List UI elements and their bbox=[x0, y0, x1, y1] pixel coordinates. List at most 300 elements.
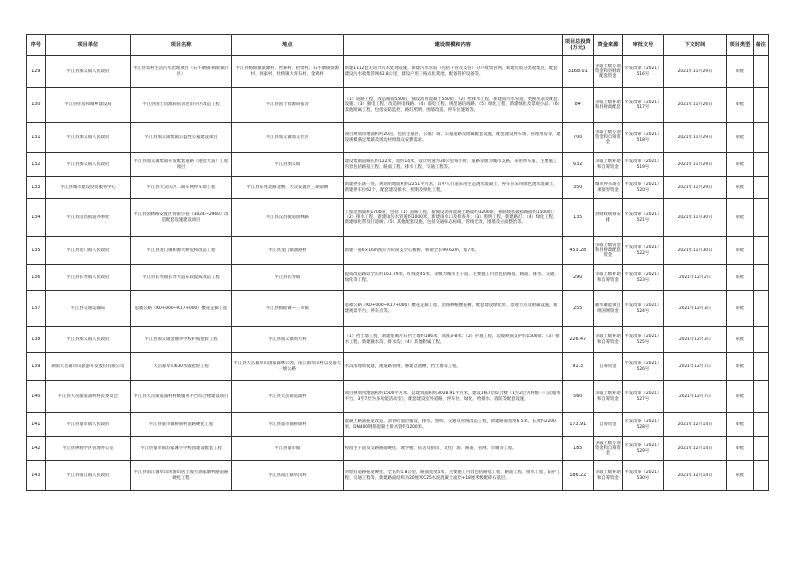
total-investment bbox=[562, 153, 593, 177]
remarks bbox=[753, 353, 768, 381]
project-unit bbox=[45, 291, 130, 327]
row-number-text: 141 bbox=[31, 421, 41, 427]
issue-date-text: 2021年12月14日 bbox=[677, 472, 713, 478]
project-location bbox=[231, 56, 343, 88]
issue-date-text: 2021年11月29日 bbox=[677, 161, 713, 167]
project-location-text: 平江县加义镇 bbox=[274, 161, 301, 167]
total-investment bbox=[562, 437, 593, 461]
project-content bbox=[343, 413, 562, 437]
total-investment-text: 255 bbox=[573, 305, 583, 311]
project-content bbox=[343, 199, 562, 237]
project-content-text: 思福公路（K0+000~K17+000）樱花走廊工程，沿线种植樱花树，配套建设绿化带、景观节点及附属设施，新建观景平台、停车点等。 bbox=[344, 303, 558, 314]
project-name bbox=[131, 88, 232, 123]
project-location-text: 平江县天岳幕阜山国家森林公园，南江镇阜山村以及南大一级公路 bbox=[233, 361, 342, 372]
project-type-text: 审批 bbox=[735, 247, 745, 253]
table-row bbox=[27, 123, 769, 153]
issue-date-text: 2021年12月14日 bbox=[677, 421, 713, 427]
project-unit-text: 平江县住房和城乡建设局 bbox=[64, 102, 112, 108]
project-content-text: 混凝土路面拓宽改造，沥青砼面层铺设，排水、照明、交通及管线改造工程，新建路面宽度6.5米，长度约2200米，DN400钢筋混凝土排水管约1200米。 bbox=[344, 419, 556, 430]
row-number-text: 140 bbox=[31, 393, 41, 399]
row-number bbox=[27, 291, 46, 327]
issue-date bbox=[663, 381, 727, 413]
project-name bbox=[131, 413, 232, 437]
project-name bbox=[131, 177, 232, 199]
project-type-text: 审批 bbox=[735, 472, 745, 478]
project-name-text: 平江县加义镇集镇开发配套道路（港沿大道）工程项目 bbox=[133, 159, 229, 170]
project-location bbox=[231, 437, 343, 461]
project-name-text: 平江县园林路安置区背街小巷（3024—2960）改造配套设施建设项目 bbox=[133, 212, 229, 223]
project-type bbox=[727, 381, 753, 413]
project-content bbox=[343, 153, 562, 177]
approval-number-text: 平发改审（2021）525号 bbox=[624, 334, 662, 345]
issue-date-text: 2021年12月3日 bbox=[678, 305, 712, 311]
project-type bbox=[727, 123, 753, 153]
approval-number bbox=[623, 327, 664, 353]
remarks bbox=[753, 437, 768, 461]
fund-source bbox=[593, 123, 623, 153]
header-cell: 备注 bbox=[753, 35, 768, 56]
table-row bbox=[27, 413, 769, 437]
approval-number-text: 平发改审（2021）517号 bbox=[624, 99, 662, 110]
project-location bbox=[231, 291, 343, 327]
project-unit-text: 平江县南江镇人民政府 bbox=[66, 472, 110, 478]
row-number-text: 137 bbox=[31, 305, 41, 311]
project-name bbox=[131, 437, 232, 461]
total-investment bbox=[562, 88, 593, 123]
approval-number bbox=[623, 437, 664, 461]
header-cell: 资金来源 bbox=[593, 35, 623, 56]
issue-date bbox=[663, 177, 727, 199]
issue-date-text: 2021年12月14日 bbox=[677, 445, 713, 451]
fund-source-text: 争取上级补助和自筹资金 bbox=[594, 272, 621, 283]
fund-source-text: 争取上级资金和县财政配套资金 bbox=[594, 242, 621, 259]
fund-source bbox=[593, 56, 623, 88]
fund-source-text: 城市停车场专项债券资金 bbox=[594, 182, 621, 193]
project-name-text: 平江县大众庆区二期车网停车场工程 bbox=[146, 184, 216, 190]
issue-date bbox=[663, 265, 727, 291]
project-name-text: 平江县长寿镇长寿大道东段提质改造工程 bbox=[142, 274, 220, 280]
row-number-text: 129 bbox=[31, 68, 41, 74]
approval-number bbox=[623, 291, 664, 327]
row-number bbox=[27, 437, 46, 461]
table-row bbox=[27, 265, 769, 291]
issue-date bbox=[663, 88, 727, 123]
project-unit bbox=[45, 88, 130, 123]
project-name bbox=[131, 327, 232, 353]
project-unit-text: 平江县加义镇人民政府 bbox=[66, 68, 110, 74]
row-number bbox=[27, 353, 46, 381]
fund-source-text: 争取上级专项资金和自筹资金 bbox=[594, 440, 621, 457]
total-investment bbox=[562, 353, 593, 381]
total-investment-text: 560 bbox=[573, 393, 583, 399]
issue-date-text: 2021年11月30日 bbox=[677, 247, 713, 253]
issue-date-text: 2021年11月30日 bbox=[677, 214, 713, 220]
project-unit bbox=[45, 461, 130, 491]
table-row bbox=[27, 461, 769, 491]
fund-source-text: 争取上级专项资金和县财政配套资金 bbox=[594, 63, 621, 80]
project-location-text: 平江县东兆北路北侧、大众安置区三期南侧 bbox=[246, 184, 329, 190]
project-unit-text: 平江县龙门镇人民政府 bbox=[66, 247, 110, 253]
project-content-text: 校园主干道及支路路面硬化、教学楼、宿舍及厨房、文化广场、路道、管网、旱厕等工程。 bbox=[344, 445, 517, 451]
project-name-text: 平江县龙门镇和源大桥危桥改造工程 bbox=[146, 247, 216, 253]
project-content bbox=[343, 437, 562, 461]
project-name bbox=[131, 237, 232, 265]
project-name-text: 平江县南江镇阜山风情山居上坡至油家塘村路道路硬化工程 bbox=[133, 470, 229, 481]
total-investment bbox=[562, 237, 593, 265]
project-location-text: 平江县梅仙镇梁源村、哲寮村、招贤村；石牛塘镇梁源村、何家村、杜桥镇大青石村、金鸡村 bbox=[235, 66, 339, 77]
remarks bbox=[753, 291, 768, 327]
table-row bbox=[27, 381, 769, 413]
row-number-text: 138 bbox=[31, 336, 41, 342]
project-type bbox=[727, 177, 753, 199]
fund-source-text: 抽水蓄能项目组国网资金 bbox=[594, 303, 621, 314]
approval-number-text: 平发改审（2021）524号 bbox=[624, 303, 662, 314]
row-number-text: 130 bbox=[31, 102, 41, 108]
approval-number bbox=[623, 56, 664, 88]
project-content bbox=[343, 177, 562, 199]
project-name bbox=[131, 461, 232, 491]
project-name-text: 平江县加义镇金丽华学校护坡抢险工程 bbox=[144, 336, 218, 342]
project-unit bbox=[45, 199, 130, 237]
project-content bbox=[343, 461, 562, 491]
project-unit-text: 平江县城市建设投资服务中心 bbox=[59, 184, 116, 190]
project-content bbox=[343, 265, 562, 291]
project-type bbox=[727, 88, 753, 123]
total-investment bbox=[562, 265, 593, 291]
approval-number bbox=[623, 123, 664, 153]
total-investment-text: 226.47 bbox=[569, 336, 587, 342]
row-number bbox=[27, 461, 46, 491]
approval-number-text: 平发改审（2021）518号 bbox=[624, 132, 662, 143]
total-investment-text: 135 bbox=[573, 214, 583, 220]
project-unit-text: 平江县加义镇人民政府 bbox=[66, 336, 110, 342]
project-content-text: （1）道路工程，改造路面550㎡，铺设沥青混凝土550㎡；（2）给排水工程，新建雨污水管道，更换水表及配套设施；（3）强电工程，改造供电线路；（4）弱电工程，规范通信线路；（5）绿化工程，新建绿化及景观小品；（6）其他附属工程，包括安防监控、路灯照明、围墙改造、停车位施划等。 bbox=[344, 97, 560, 113]
issue-date bbox=[663, 199, 727, 237]
total-investment bbox=[562, 413, 593, 437]
remarks bbox=[753, 381, 768, 413]
fund-source-text: 争取上级补助和县财政配套 bbox=[594, 99, 621, 110]
fund-source-text: 争取上级补助和自筹资金 bbox=[594, 391, 621, 402]
project-name-text: 平江县农村生活污水治理项目（石牛塘镇-梅仙镇片区） bbox=[132, 66, 230, 77]
project-unit bbox=[45, 437, 130, 461]
issue-date-text: 2021年11月29日 bbox=[677, 68, 713, 74]
approval-number-text: 平发改审（2021）530号 bbox=[624, 470, 662, 481]
issue-date bbox=[663, 413, 727, 437]
row-number bbox=[27, 56, 46, 88]
project-content bbox=[343, 353, 562, 381]
row-number bbox=[27, 123, 46, 153]
fund-source bbox=[593, 199, 623, 237]
header-cell: 地点 bbox=[231, 35, 343, 56]
issue-date-text: 2021年11月29日 bbox=[677, 134, 713, 140]
project-content-text: 建设集镇道路长约122米，宽约14米，设计时速为30公里每小时，道路等级为城市支路，采用单车道，主要施工内容包括路基工程、路面工程、排水工程、交通工程等。 bbox=[344, 159, 558, 170]
approval-number-text: 平发改审（2021）528号 bbox=[624, 419, 662, 430]
project-type bbox=[727, 353, 753, 381]
issue-date-text: 2021年11月29日 bbox=[677, 184, 713, 190]
table-row bbox=[27, 437, 769, 461]
project-location-text: 平江县南江镇阜山村 bbox=[267, 472, 307, 478]
project-type-text: 审批 bbox=[735, 214, 745, 220]
project-type-text: 审批 bbox=[735, 68, 745, 74]
project-name-text: 平江县国土资源局宿舍老旧小区改造工程 bbox=[142, 102, 220, 108]
row-number bbox=[27, 88, 46, 123]
approval-number bbox=[623, 199, 664, 237]
project-type-text: 审批 bbox=[735, 305, 745, 311]
total-investment-text: 700 bbox=[573, 134, 583, 140]
project-name bbox=[131, 153, 232, 177]
row-number-text: 142 bbox=[31, 445, 41, 451]
remarks bbox=[753, 153, 768, 177]
project-content bbox=[343, 88, 562, 123]
remarks bbox=[753, 327, 768, 353]
project-location-text: 平江县加义镇周方村 bbox=[267, 336, 307, 342]
project-name-text: 平江县天岳街道浦村村级服务平台综合楼建设项目 bbox=[133, 393, 229, 399]
remarks bbox=[753, 265, 768, 291]
total-investment-text: 91.3 bbox=[572, 363, 584, 369]
project-unit bbox=[45, 353, 130, 381]
project-type bbox=[727, 291, 753, 327]
issue-date bbox=[663, 461, 727, 491]
row-number bbox=[27, 265, 46, 291]
row-number bbox=[27, 381, 46, 413]
project-content-text: 新建一座6×16m预应力砼简支空心板桥，桥梁全长99.62m，宽7米。 bbox=[344, 247, 479, 253]
issue-date-text: 2021年12月3日 bbox=[678, 336, 712, 342]
project-type bbox=[727, 265, 753, 291]
total-investment-text: 350 bbox=[573, 184, 583, 190]
fund-source bbox=[593, 327, 623, 353]
fund-source bbox=[593, 237, 623, 265]
total-investment bbox=[562, 291, 593, 327]
project-location-text: 平江县天岳街道浦村 bbox=[267, 393, 307, 399]
table-row bbox=[27, 177, 769, 199]
project-unit bbox=[45, 237, 130, 265]
table-row bbox=[27, 88, 769, 123]
total-investment-text: 173.91 bbox=[569, 421, 587, 427]
project-location bbox=[231, 123, 343, 153]
remarks bbox=[753, 56, 768, 88]
total-investment bbox=[562, 123, 593, 153]
project-location bbox=[231, 461, 343, 491]
project-type bbox=[727, 413, 753, 437]
project-name bbox=[131, 123, 232, 153]
project-content-text: 工程范围面积1700㎡，包括（1）道路工程，新铺设沥青混凝土路面约3200㎡，拆除现状破损路面约1500㎡；（2）排水工程，新建雨污水管道约1000米，新建雨水口及检查井；（3）照明工程，新建路灯；（4）绿化工程，新建绿化带及行道树；（5）其他配套设施，包括交通标志标线、管线迁改、围墙及立面整治等。 bbox=[344, 209, 558, 226]
header-cell: 项目类型 bbox=[727, 35, 753, 56]
project-content-text: 新建1112套无动力污水处理设施，新建污水管道（包括干管及支管）分户收集管网，新建垃圾分类收集点，配套建设污水收集管网42.8公里，建设户用三格式化粪池，配备管护设备等。 bbox=[344, 66, 558, 77]
table-row bbox=[27, 56, 769, 88]
remarks bbox=[753, 123, 768, 153]
project-content-text: 新建停车场一处，规划用地面积约2251平方米，其中人行道采用生态透水混凝土，停车位采用绿色透水混凝土，新建停车位62个，配套建设排水、照明及绿化工程。 bbox=[344, 182, 558, 193]
total-investment bbox=[562, 177, 593, 199]
project-unit-text: 平江县天岳街道浦村村民委员会 bbox=[57, 393, 118, 399]
project-name bbox=[131, 265, 232, 291]
issue-date bbox=[663, 437, 727, 461]
approval-number-text: 平发改审（2021）526号 bbox=[624, 361, 662, 372]
project-type bbox=[727, 461, 753, 491]
total-investment bbox=[562, 381, 593, 413]
table-row bbox=[27, 199, 769, 237]
project-location bbox=[231, 88, 343, 123]
table-header-row bbox=[27, 35, 769, 56]
project-type-text: 审批 bbox=[735, 274, 745, 280]
project-content bbox=[343, 291, 562, 327]
project-location bbox=[231, 153, 343, 177]
row-number-text: 136 bbox=[31, 274, 41, 280]
project-content-text: 水沟清理和复建，理道路管网，修建急流槽、挡土墙等工程。 bbox=[344, 363, 461, 369]
row-number-text: 143 bbox=[31, 472, 41, 478]
fund-source-text: 争取上级补助和自筹资金 bbox=[594, 159, 621, 170]
project-unit bbox=[45, 265, 130, 291]
project-name-text: 平江县童市镇桥锦村道路硬化工程 bbox=[148, 421, 214, 427]
project-location-text: 平江县国土资源局宿舍 bbox=[265, 102, 309, 108]
project-name-text: 天岳幕阜山630水毁抢险工程 bbox=[153, 363, 209, 369]
project-type bbox=[727, 153, 753, 177]
row-number bbox=[27, 177, 46, 199]
total-investment bbox=[562, 56, 593, 88]
fund-source bbox=[593, 177, 623, 199]
project-content-text: 项目规划用地面积约1500平方米，总建筑面积约3028.91平方米，建设1栋7层综合楼（1至2层为村级一门式服务平台，3至7层为多功能活动室），配套建设室外道路、停车位、绿化、给排水、消防等配套设施。 bbox=[344, 391, 561, 402]
project-location-text: 平江县加义镇加义社区 bbox=[265, 134, 309, 140]
fund-source bbox=[593, 437, 623, 461]
project-location-text: 平江县汉昌街道园林路 bbox=[265, 214, 309, 220]
header-cell: 审批文号 bbox=[623, 35, 664, 56]
issue-date-text: 2021年12月7日 bbox=[678, 363, 712, 369]
project-type-text: 审批 bbox=[735, 161, 745, 167]
project-unit bbox=[45, 153, 130, 177]
header-cell: 项目总投资(万元) bbox=[562, 35, 593, 56]
total-investment bbox=[562, 327, 593, 353]
row-number-text: 139 bbox=[31, 363, 41, 369]
fund-source bbox=[593, 265, 623, 291]
approval-number-text: 平发改审（2021）520号 bbox=[624, 182, 662, 193]
project-location bbox=[231, 199, 343, 237]
project-name-text: 思福公路（K0+000~K17+000）樱花走廊工程 bbox=[134, 305, 228, 311]
project-name bbox=[131, 199, 232, 237]
project-location bbox=[231, 413, 343, 437]
table-row bbox=[27, 353, 769, 381]
issue-date bbox=[663, 153, 727, 177]
project-location bbox=[231, 381, 343, 413]
fund-source-text: 自筹资金 bbox=[599, 421, 617, 427]
project-name bbox=[131, 56, 232, 88]
project-unit bbox=[45, 327, 130, 353]
header-cell: 项目单位 bbox=[45, 35, 130, 56]
total-investment bbox=[562, 461, 593, 491]
project-type-text: 审批 bbox=[735, 134, 745, 140]
project-location bbox=[231, 237, 343, 265]
row-number bbox=[27, 199, 46, 237]
project-type-text: 审批 bbox=[735, 184, 745, 190]
header-cell: 建设规模和内容 bbox=[343, 35, 562, 56]
remarks bbox=[753, 88, 768, 123]
row-number bbox=[27, 327, 46, 353]
project-unit-text: 平江县加义镇人民政府 bbox=[66, 134, 110, 140]
total-investment-text: 290 bbox=[573, 274, 583, 280]
project-type-text: 审批 bbox=[735, 102, 745, 108]
project-name bbox=[131, 291, 232, 327]
project-unit bbox=[45, 177, 130, 199]
project-name bbox=[131, 381, 232, 413]
approval-number-text: 平发改审（2021）523号 bbox=[624, 272, 662, 283]
project-table bbox=[26, 34, 769, 491]
project-unit bbox=[45, 381, 130, 413]
project-location bbox=[231, 265, 343, 291]
row-number bbox=[27, 237, 46, 265]
approval-number bbox=[623, 461, 664, 491]
total-investment-text: 453.28 bbox=[569, 247, 587, 253]
total-investment-text: 186.22 bbox=[569, 472, 587, 478]
project-type bbox=[727, 199, 753, 237]
remarks bbox=[753, 237, 768, 265]
project-unit-text: 湖南天岳幕阜山旅游开发股份有限公司 bbox=[51, 363, 125, 369]
row-number-text: 134 bbox=[31, 214, 41, 220]
approval-number bbox=[623, 353, 664, 381]
project-unit-text: 平江县童市镇人民政府 bbox=[66, 421, 110, 427]
header-cell: 序号 bbox=[27, 35, 46, 56]
approval-number-text: 平发改审（2021）529号 bbox=[624, 443, 662, 454]
row-number-text: 133 bbox=[31, 184, 41, 190]
remarks bbox=[753, 413, 768, 437]
project-type-text: 审批 bbox=[735, 363, 745, 369]
approval-number bbox=[623, 237, 664, 265]
table-row bbox=[27, 237, 769, 265]
project-unit-text: 平江县钟洞学区管理办公室 bbox=[62, 445, 114, 451]
project-unit-text: 平江县加义镇人民政府 bbox=[66, 161, 110, 167]
fund-source bbox=[593, 291, 623, 327]
table-row bbox=[27, 327, 769, 353]
row-number bbox=[27, 413, 46, 437]
project-unit bbox=[45, 56, 130, 88]
approval-number-text: 平发改审（2021）522号 bbox=[624, 245, 662, 256]
approval-number bbox=[623, 265, 664, 291]
project-type bbox=[727, 327, 753, 353]
approval-number-text: 平发改审（2021）527号 bbox=[624, 391, 662, 402]
approval-number bbox=[623, 153, 664, 177]
remarks bbox=[753, 199, 768, 237]
total-investment bbox=[562, 199, 593, 237]
project-location-text: 平江县长寿镇 bbox=[274, 274, 301, 280]
project-type-text: 审批 bbox=[735, 445, 745, 451]
project-name-text: 平江县加义镇集镇公益性公墓建设项目 bbox=[144, 134, 218, 140]
project-location bbox=[231, 177, 343, 199]
project-location bbox=[231, 353, 343, 381]
total-investment-text: 185 bbox=[573, 445, 583, 451]
fund-source bbox=[593, 88, 623, 123]
fund-source-text: 自筹资金 bbox=[599, 363, 617, 369]
row-number bbox=[27, 153, 46, 177]
issue-date-text: 2021年12月2日 bbox=[678, 274, 712, 280]
project-location-text: 平江县龙门镇油港村 bbox=[267, 247, 307, 253]
project-content bbox=[343, 327, 562, 353]
project-location-text: 平江县梅仙镇—三市镇 bbox=[265, 305, 309, 311]
project-type bbox=[727, 56, 753, 88]
header-cell: 项目名称 bbox=[131, 35, 232, 56]
project-type bbox=[727, 437, 753, 461]
project-unit-text: 平江县长寿镇人民政府 bbox=[66, 274, 110, 280]
project-content-text: （1）挡土墙工程，新建浆砌片石挡土墙约186米，高度3-8米；（2）护坡工程，边坡喷锚支护约1500㎡；（3）排水工程，新建截水沟、排水沟；（4）其他附属工程。 bbox=[344, 334, 560, 345]
approval-number-text: 平发改审（2021）516号 bbox=[624, 66, 662, 77]
remarks bbox=[753, 461, 768, 491]
table-row bbox=[27, 291, 769, 327]
issue-date bbox=[663, 327, 727, 353]
table-body bbox=[27, 56, 769, 491]
fund-source bbox=[593, 461, 623, 491]
project-unit bbox=[45, 413, 130, 437]
fund-source bbox=[593, 413, 623, 437]
project-approval-sheet bbox=[26, 34, 769, 491]
project-content bbox=[343, 237, 562, 265]
remarks bbox=[753, 177, 768, 199]
issue-date-text: 2021年12月7日 bbox=[678, 393, 712, 399]
